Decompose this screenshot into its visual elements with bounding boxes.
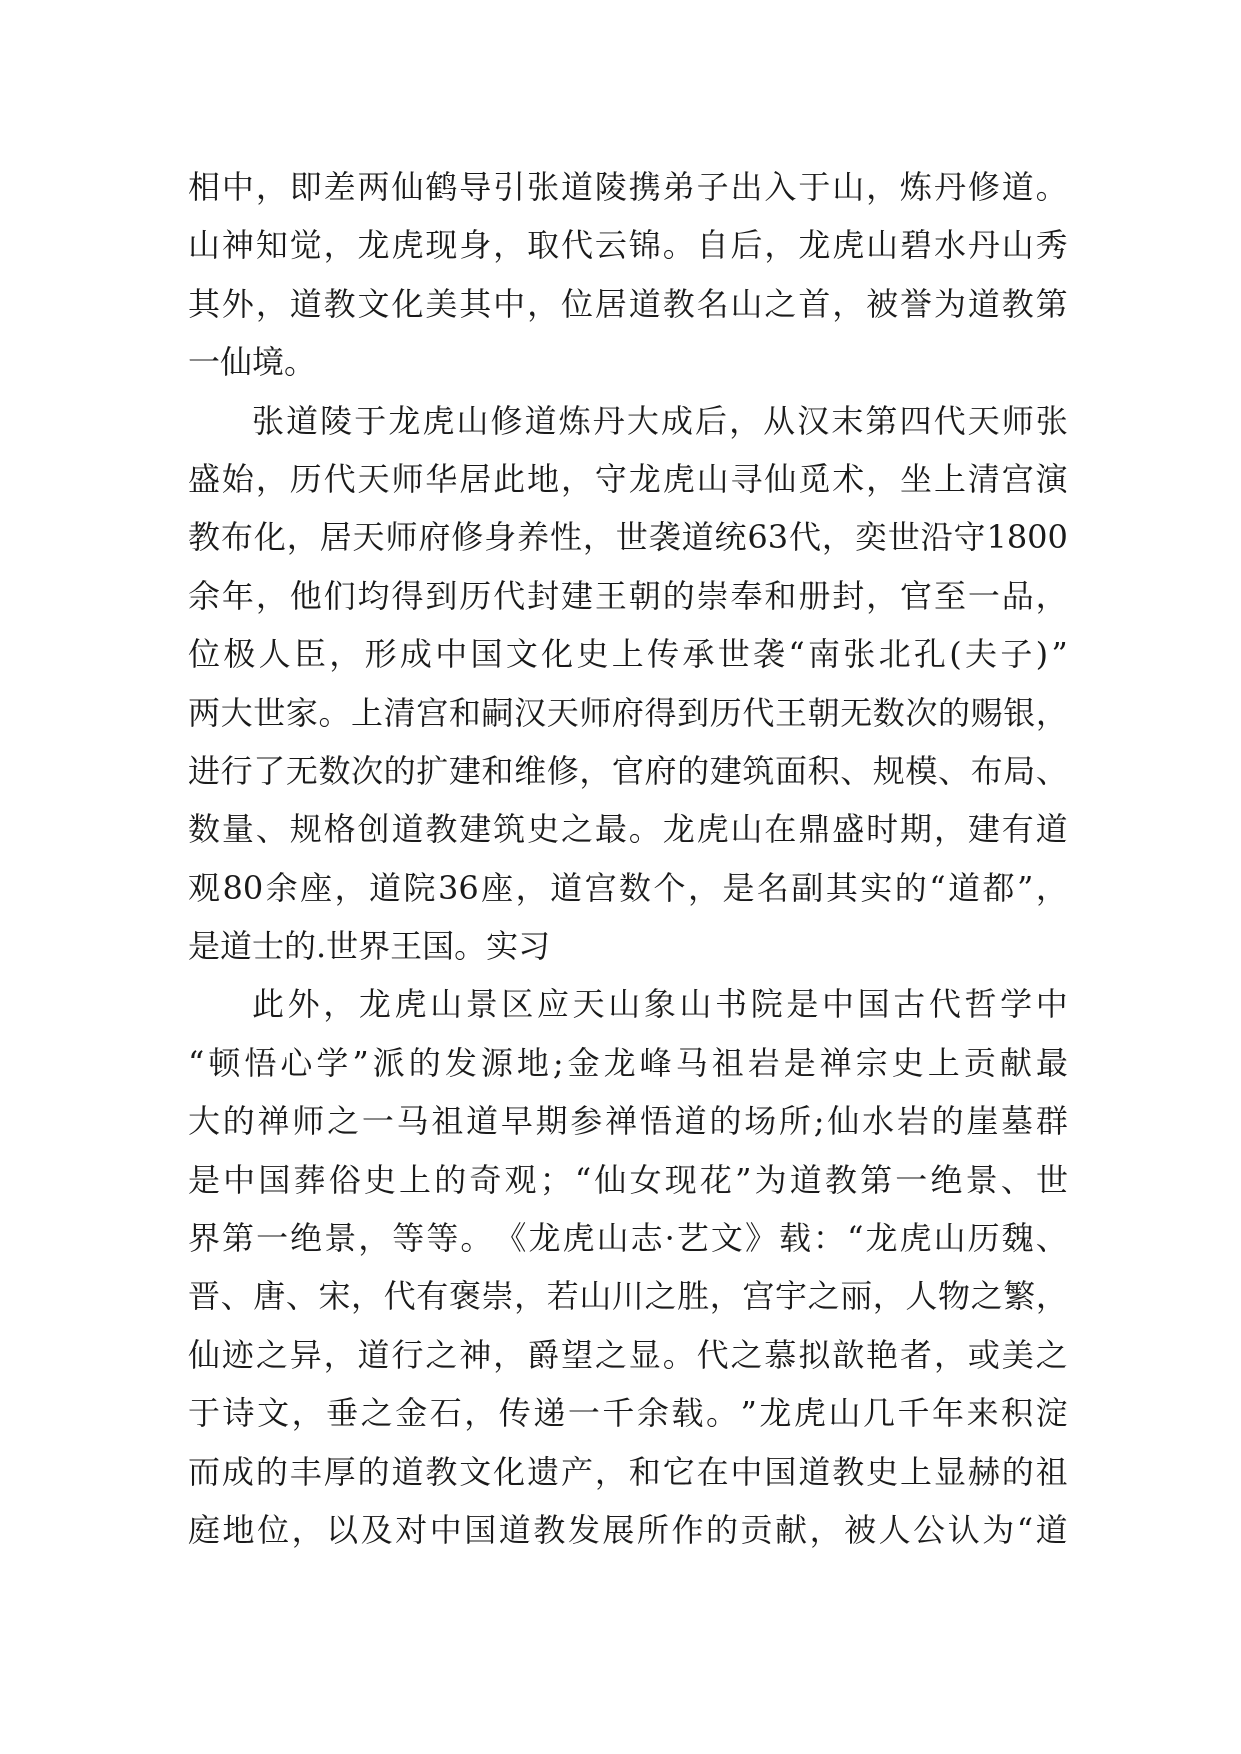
text-line: 盛 始 ， 历 代 天 师 华 居 此 地 ， 守 龙 虎 山 寻 仙 觅 术 ， 坐 上 清 宫 演 <box>188 459 1068 498</box>
text-line: 教 布 化 ， 居 天 师 府 修 身 养 性 ， 世 袭 道 统 63 代 ， 奕 世 沿 守 1800 <box>188 518 1068 557</box>
text-line: 山 神 知 觉 ， 龙 虎 现 身 ， 取 代 云 锦 。 自 后 ， 龙 虎 山 碧 水 丹 山 秀 <box>188 226 1068 265</box>
text-line: 其 外 ， 道 教 文 化 美 其 中 ， 位 居 道 教 名 山 之 首 ， 被 誉 为 道 教 第 <box>188 284 1068 323</box>
text-line: 此 外 ， 龙 虎 山 景 区 应 天 山 象 山 书 院 是 中 国 古 代 哲 学 中 <box>252 985 1068 1024</box>
text-line: 是 中 国 葬 俗 史 上 的 奇 观 ； “ 仙 女 现 花 ” 为 道 教 第 一 绝 景 、 世 <box>188 1160 1068 1199</box>
text-line: 是道士的.世界王国。实习 <box>188 927 551 966</box>
text-line: 张 道 陵 于 龙 虎 山 修 道 炼 丹 大 成 后 ， 从 汉 末 第 四 代 天 师 张 <box>252 401 1068 440</box>
text-line: 而 成 的 丰 厚 的 道 教 文 化 遗 产 ， 和 它 在 中 国 道 教 史 上 显 赫 的 祖 <box>188 1452 1068 1491</box>
text-line: 一仙境。 <box>188 343 317 382</box>
document-body-text <box>188 158 1068 1559</box>
text-line: 进 行 了 无 数 次 的 扩 建 和 维 修 ， 官 府 的 建 筑 面 积 、 规 模 、 布 局 、 <box>188 751 1068 790</box>
text-line: “ 顿 悟 心 学 ” 派 的 发 源 地 ; 金 龙 峰 马 祖 岩 是 禅 宗 史 上 贡 献 最 <box>188 1043 1068 1082</box>
text-line: 观 80 余 座 ， 道 院 36 座 ， 道 宫 数 个 ， 是 名 副 其 实 的 “ 道 都 ” ， <box>188 868 1068 907</box>
text-line: 庭 地 位 ， 以 及 对 中 国 道 教 发 展 所 作 的 贡 献 ， 被 人 公 认 为 “ 道 <box>188 1510 1068 1549</box>
text-line: 大 的 禅 师 之 一 马 祖 道 早 期 参 禅 悟 道 的 场 所 ; 仙 水 岩 的 崖 墓 群 <box>188 1102 1068 1141</box>
text-line: 位 极 人 臣 ， 形 成 中 国 文 化 史 上 传 承 世 袭 “ 南 张 北 孔 ( 夫 子 ) ” <box>188 635 1068 674</box>
text-line: 晋 、 唐 、 宋 ， 代 有 褒 崇 ， 若 山 川 之 胜 ， 宫 宇 之 丽 ， 人 物 之 繁 ， <box>188 1277 1068 1316</box>
text-line: 相 中 ， 即 差 两 仙 鹤 导 引 张 道 陵 携 弟 子 出 入 于 山 ， 炼 丹 修 道 。 <box>188 168 1068 206</box>
text-line: 仙 迹 之 异 ， 道 行 之 神 ， 爵 望 之 显 。 代 之 慕 拟 歆 艳 者 ， 或 美 之 <box>188 1335 1068 1374</box>
text-line: 于 诗 文 ， 垂 之 金 石 ， 传 递 一 千 余 载 。 ” 龙 虎 山 几 千 年 来 积 淀 <box>188 1394 1068 1433</box>
text-line: 两 大 世 家 。 上 清 宫 和 嗣 汉 天 师 府 得 到 历 代 王 朝 无 数 次 的 赐 银 ， <box>188 693 1068 732</box>
text-line: 数 量 、 规 格 创 道 教 建 筑 史 之 最 。 龙 虎 山 在 鼎 盛 时 期 ， 建 有 道 <box>188 810 1068 849</box>
text-line: 界 第 一 绝 景 ， 等 等 。 《 龙 虎 山 志 · 艺 文 》 载 ： “ 龙 虎 山 历 魏 、 <box>188 1219 1068 1258</box>
text-line: 余 年 ， 他 们 均 得 到 历 代 封 建 王 朝 的 崇 奉 和 册 封 ， 官 至 一 品 ， <box>188 576 1068 615</box>
